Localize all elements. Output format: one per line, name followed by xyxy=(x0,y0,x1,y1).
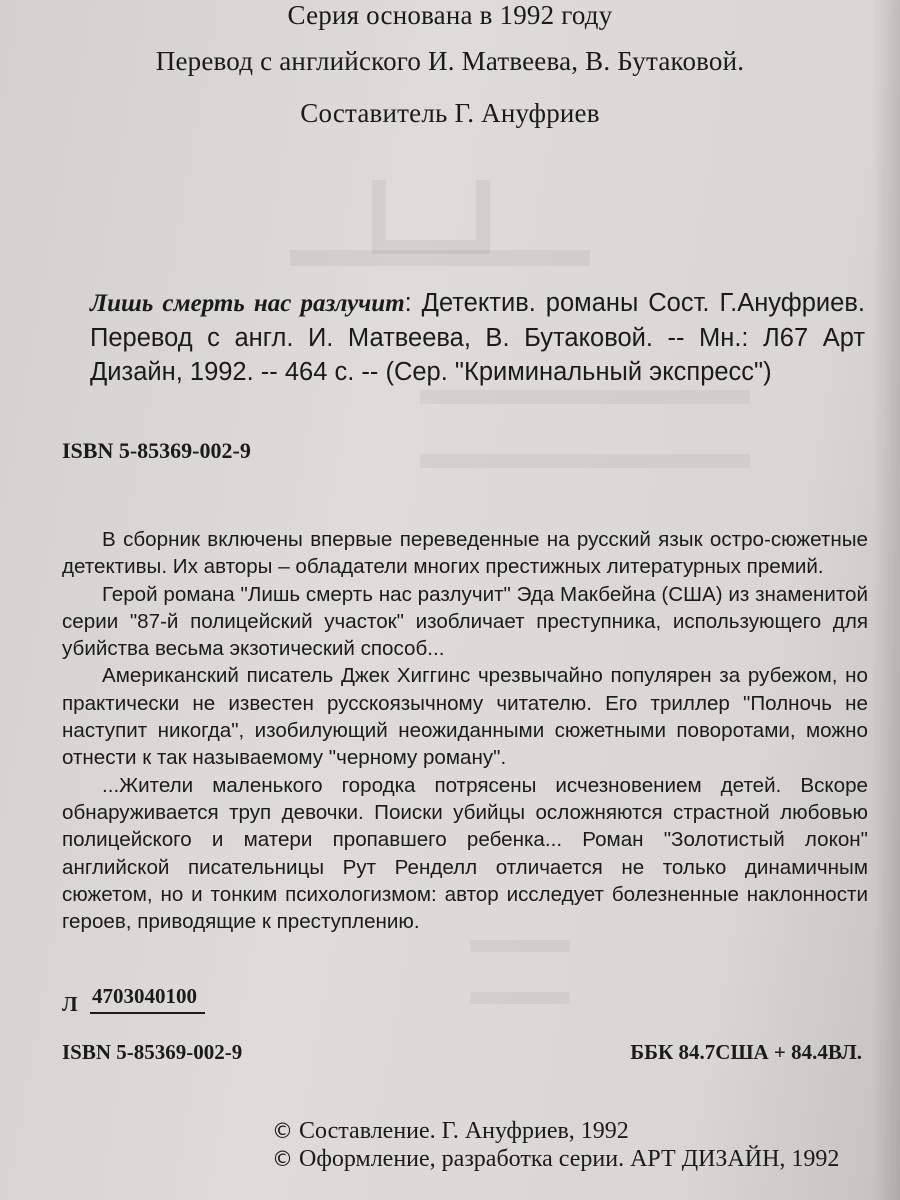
annotation-paragraph: В сборник включены впервые переведенные на русский язык остро-сюжетные детективы. Их авторы – обладатели многих престижных литературных премий. xyxy=(62,528,868,579)
annotation-paragraph: Американский писатель Джек Хиггинс чрезвычайно популярен за рубежом, но практически не известен русскоязычному читателю. Его триллер "Полночь не наступит никогда", изобилующий неожиданными сюжетными поворотами, можно отнести к так называемому "черному роману". xyxy=(62,664,868,770)
annotation-paragraph: ...Жители маленького городка потрясены исчезновением детей. Вскоре обнаруживается труп девочки. Поиски убийцы осложняются страстной любовью полицейского и матери пропавшего ребенка... Роман "Золотистый локон" английской писательницы Рут Ренделл отличается не только динамичным сюжетом, но и тонким психологизмом: автор исследует болезненные наклонности героев, приводящие к преступлению. xyxy=(62,773,868,934)
copyright-design-text: Оформление, разработка серии. АРТ ДИЗАЙН, 1992 xyxy=(299,1146,840,1172)
catalog-letter: Л xyxy=(62,992,78,1016)
series-founded-line: Серия основана в 1992 году xyxy=(287,0,613,30)
isbn-top: ISBN 5-85369-002-9 xyxy=(62,438,251,463)
bbk-index: ББК 84.7США + 84.4ВЛ. xyxy=(630,1040,862,1064)
annotation xyxy=(62,526,868,935)
copyright-compilation xyxy=(272,1118,629,1145)
copyright-icon: © xyxy=(272,1147,293,1171)
page-edge-shadow xyxy=(872,0,900,1200)
book-title: Лишь смерть нас разлучит xyxy=(90,290,405,317)
copyright-compilation-text: Составление. Г. Ануфриев, 1992 xyxy=(299,1118,629,1144)
bibliographic-details: : Детектив. романы Сост. Г.Ануфриев. Перевод с англ. И. Матвеева, В. Бутаковой. -- Мн.: Л67 Арт Дизайн, 1992. -- 464 с. -- (Сер. "Криминальный экспресс") xyxy=(90,289,865,386)
translation-credit: Перевод с английского И. Матвеева, В. Бутаковой. xyxy=(155,46,745,76)
copyright-design xyxy=(272,1146,839,1173)
copyright-icon: © xyxy=(272,1119,293,1143)
bibliographic-record xyxy=(90,286,865,389)
show-through-mark xyxy=(470,940,570,1004)
show-through-mark xyxy=(372,180,490,254)
compiler-credit: Составитель Г. Ануфриев xyxy=(300,98,600,128)
show-through-mark xyxy=(420,390,750,468)
isbn-bottom: ISBN 5-85369-002-9 xyxy=(62,1040,243,1064)
catalog-number: 4703040100 xyxy=(90,984,205,1014)
annotation-paragraph: Герой романа "Лишь смерть нас разлучит" Эда Макбейна (США) из знаменитой серии "87-й полицейский участок" изобличает преступника, использующего для убийства весьма экзотический способ... xyxy=(62,582,868,661)
